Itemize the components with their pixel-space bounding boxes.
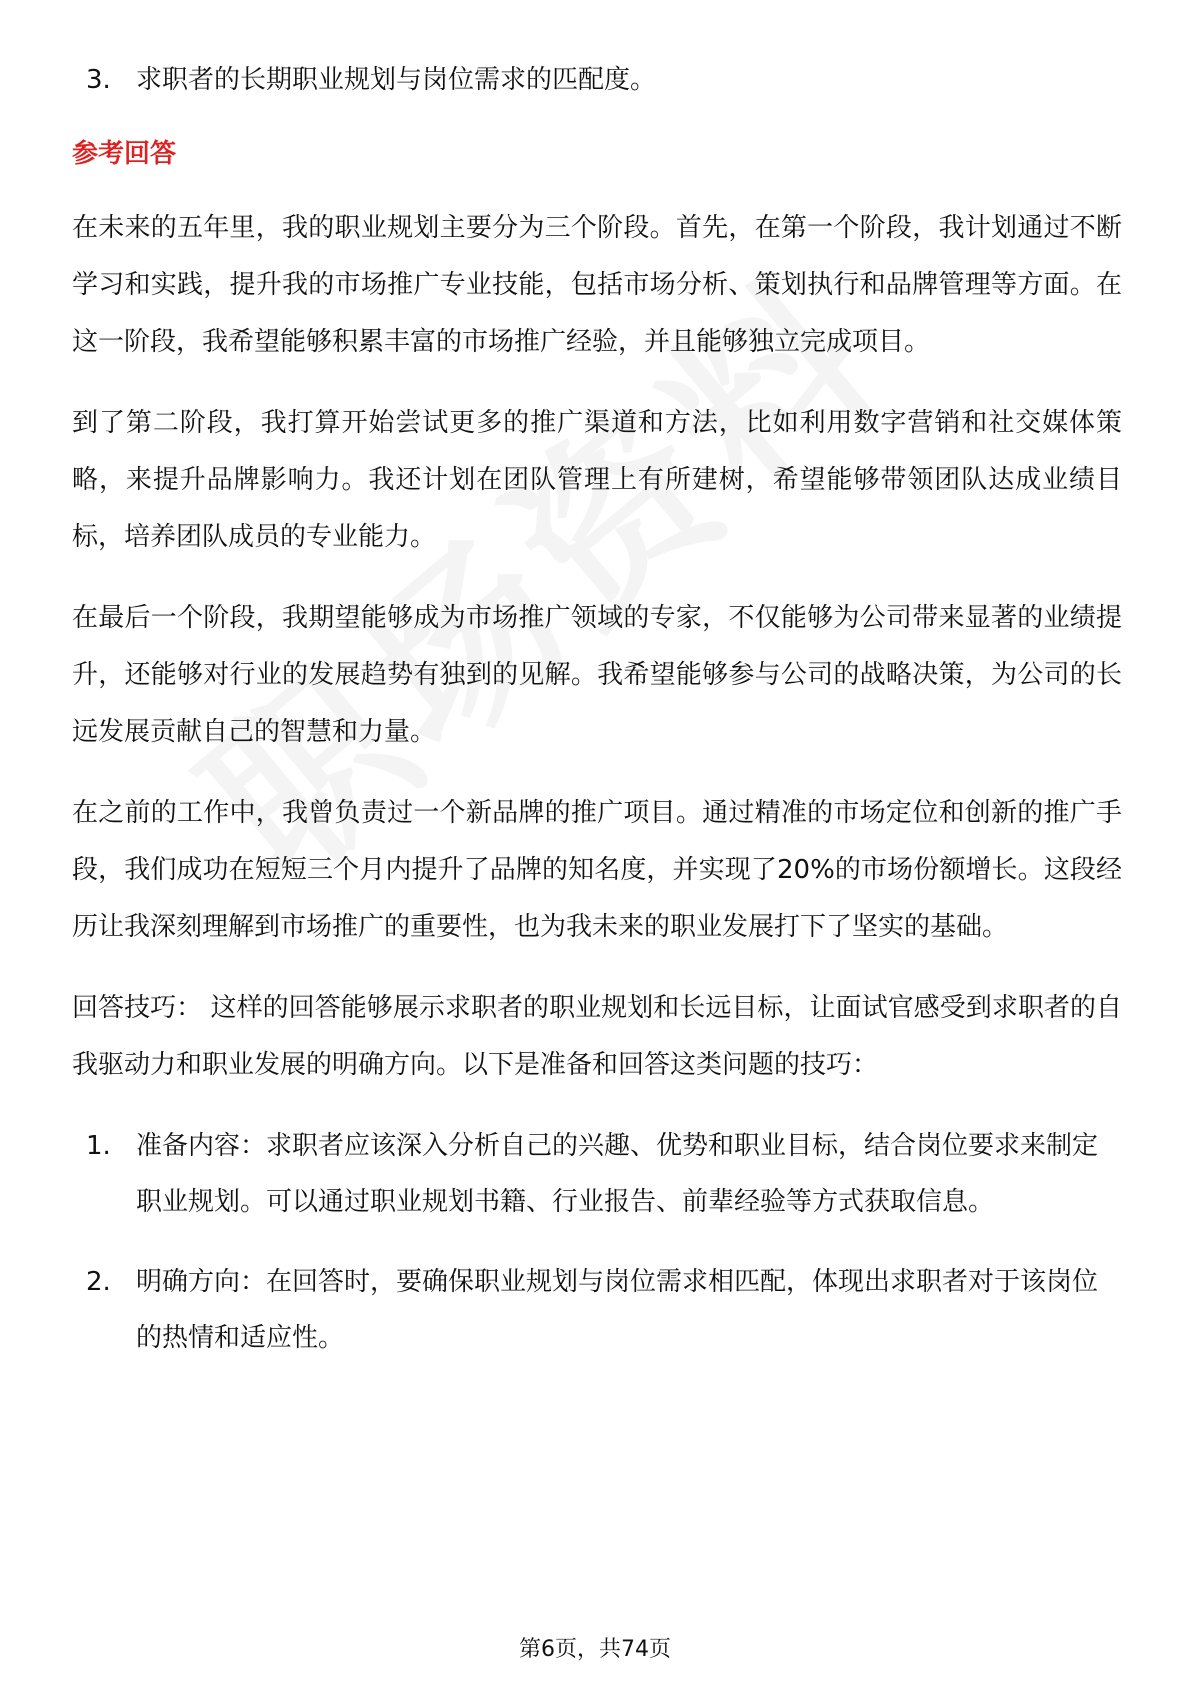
paragraph-3: 在最后一个阶段，我期望能够成为市场推广领域的专家，不仅能够为公司带来显著的业绩提升，还能够对行业的发展趋势有独到的见解。我希望能够参与公司的战略决策，为公司的长远发展贡献自己的智慧和力量。 (72, 603, 1122, 747)
page-content (72, 52, 1122, 1390)
tip-text: 明确方向：在回答时，要确保职业规划与岗位需求相匹配，体现出求职者对于该岗位的热情和适应性。 (136, 1267, 1099, 1353)
paragraph-2: 到了第二阶段，我打算开始尝试更多的推广渠道和方法，比如利用数字营销和社交媒体策略，来提升品牌影响力。我还计划在团队管理上有所建树，希望能够带领团队达成业绩目标，培养团队成员的专业能力。 (72, 408, 1122, 552)
tip-number: 2. (86, 1267, 111, 1297)
list-item-number: 3. (86, 65, 111, 95)
tips-list (72, 1118, 1122, 1366)
section-heading: 参考回答 (72, 139, 177, 169)
paragraph-1: 在未来的五年里，我的职业规划主要分为三个阶段。首先，在第一个阶段，我计划通过不断学习和实践，提升我的市场推广专业技能，包括市场分析、策划执行和品牌管理等方面。在这一阶段，我希望能够积累丰富的市场推广经验，并且能够独立完成项目。 (72, 213, 1122, 357)
tip-text: 准备内容：求职者应该深入分析自己的兴趣、优势和职业目标，结合岗位要求来制定职业规划。可以通过职业规划书籍、行业报告、前辈经验等方式获取信息。 (136, 1131, 1099, 1217)
paragraph-4: 在之前的工作中，我曾负责过一个新品牌的推广项目。通过精准的市场定位和创新的推广手段，我们成功在短短三个月内提升了品牌的知名度，并实现了20%的市场份额增长。这段经历让我深刻理解到市场推广的重要性，也为我未来的职业发展打下了坚实的基础。 (72, 798, 1122, 942)
tip-item-2 (72, 1254, 1122, 1366)
page-footer: 第6页，共74页 (519, 1637, 671, 1662)
answer-tips-intro: 回答技巧： 这样的回答能够展示求职者的职业规划和长远目标，让面试官感受到求职者的自我驱动力和职业发展的明确方向。以下是准备和回答这类问题的技巧： (72, 993, 1122, 1080)
list-item-text: 求职者的长期职业规划与岗位需求的匹配度。 (136, 65, 657, 95)
tip-number: 1. (86, 1131, 111, 1161)
list-item-3 (72, 52, 1122, 108)
tip-item-1 (72, 1118, 1122, 1230)
